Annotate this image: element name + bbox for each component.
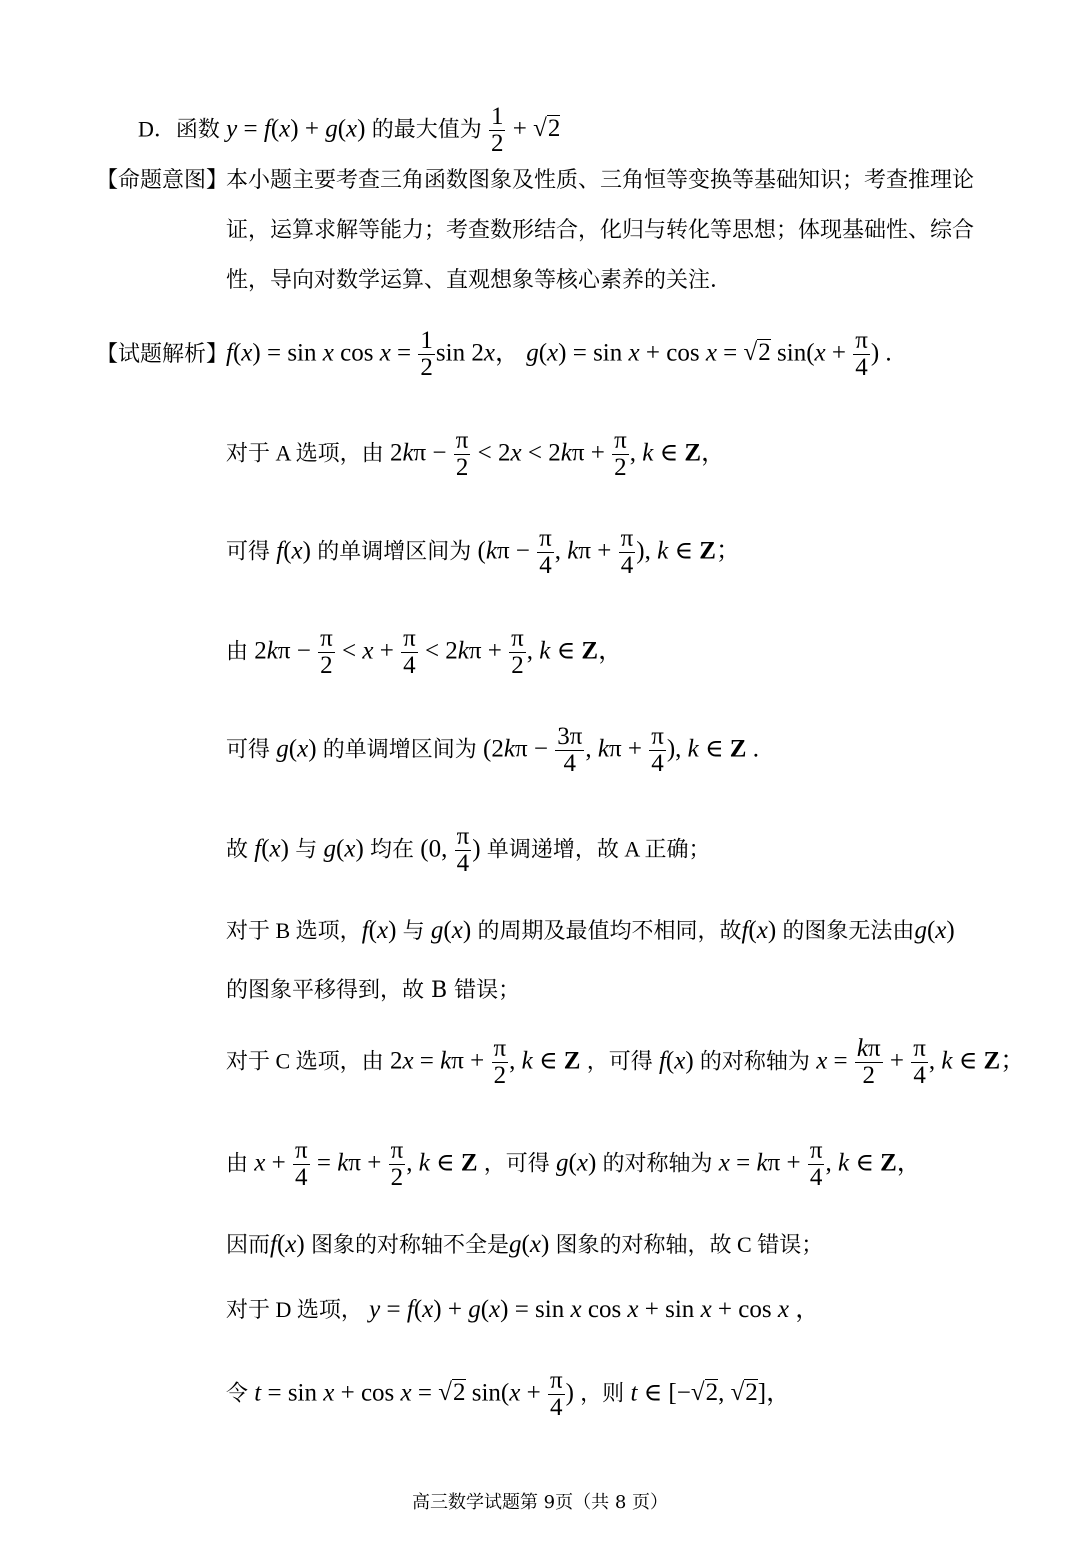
a-option-line: 对于 A 选项，由 2kπ − $\frac{\pi}{2}$ < 2x < 2kπ + $\frac{\pi}{2}$ , k ∈ Z， [226, 427, 727, 482]
b-line-1: 对于 B 选项，f(x) 与 g(x) 的周期及最值均不相同，故f(x) 的图象无法由g(x) [226, 917, 955, 944]
d-line-2: 令 t = sin x + cos x = √2 sin(x + $\frac{\pi}{4}$ ) ，则 t ∈ [−√2, √2]， [226, 1367, 792, 1422]
intent-line-1: 本小题主要考查三角函数图象及性质、三角恒等变换等基础知识；考查推理论 [226, 168, 975, 193]
g-condition-line: 由 2kπ − $\frac{\pi}{2}$ < x + $\frac{\pi}{4}$ < 2kπ + $\frac{\pi}{2}$ , k ∈ Z， [226, 625, 624, 680]
analysis-tag: 【试题解析】 [96, 342, 229, 367]
intent-line-3: 性，导向对数学运算、直观想象等核心素养的关注． [226, 268, 733, 293]
g-increase-line: 可得 g(x) 的单调增区间为 (2kπ − $\frac{3\pi}{4}$ , kπ + $\frac{\pi}{4}$ ), k ∈ Z . [226, 723, 759, 778]
b-line-2: 的图象平移得到，故 B 错误； [226, 978, 521, 1003]
analysis-formula: f(x) = sin x cos x = $\frac{1}{2}$ sin 2x， g(x) = sin x + cos x = √2 sin(x + $\frac{\pi}{4}$ ) . [226, 327, 892, 382]
d-line-1: 对于 D 选项， y = f(x) + g(x) = sin x cos x + sin x + cos x ， [226, 1296, 821, 1323]
page-footer: 高三数学试题第 9页（共 8 页） [411, 1492, 669, 1513]
c-line-3: 因而f(x) 图象的对称轴不全是g(x) 图象的对称轴，故 C 错误； [226, 1231, 824, 1258]
a-conclusion-line: 故 f(x) 与 g(x) 均在 (0, $\frac{\pi}{4}$ ) 单调递增，故 A 正确； [226, 823, 711, 878]
c-line-1: 对于 C 选项，由 2x = kπ + $\frac{\pi}{2}$ , k ∈ Z ，可得 f(x) 的对称轴为 x = $\frac{k\pi}{2}$ + $\frac{\pi}{4}$ , k ∈ Z； [226, 1035, 1026, 1090]
c-line-2: 由 x + $\frac{\pi}{4}$ = kπ + $\frac{\pi}{2}$ , k ∈ Z ，可得 g(x) 的对称轴为 x = kπ + $\frac{\pi}{4}$ , k ∈ Z， [226, 1137, 922, 1192]
option-d: D．函数 y = f(x) + g(x) 的最大值为 $\frac{1}{2}$ + √2 [138, 103, 561, 158]
f-increase-line: 可得 f(x) 的单调增区间为 (kπ − $\frac{\pi}{4}$ , kπ + $\frac{\pi}{4}$ ), k ∈ Z； [226, 525, 741, 580]
intent-tag: 【命题意图】 [96, 168, 229, 193]
intent-line-2: 证，运算求解等能力；考查数形结合，化归与转化等思想；体现基础性、综合 [226, 218, 975, 243]
